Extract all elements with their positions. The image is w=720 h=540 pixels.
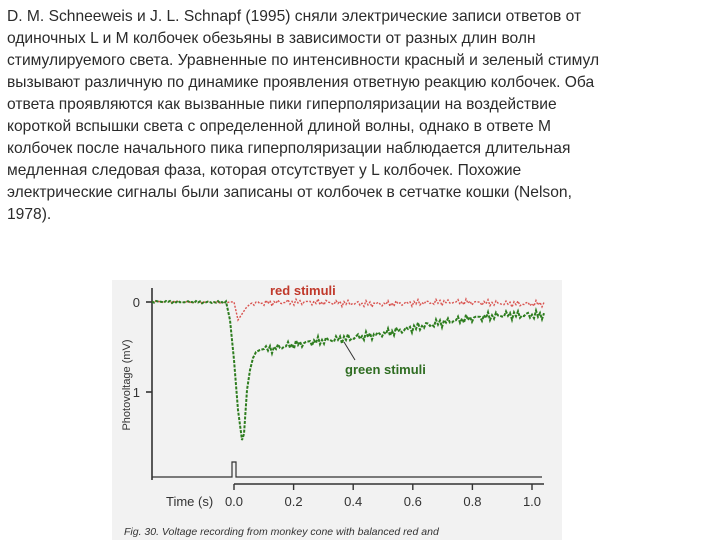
paragraph-line: колбочек после начального пика гиперполяризации наблюдается длительная bbox=[7, 140, 571, 157]
paragraph-line: короткой вспышки света с определенной длиной волны, однако в ответе М bbox=[7, 118, 551, 135]
x-tick-label: 1.0 bbox=[522, 494, 542, 509]
x-axis-title: Time (s) bbox=[166, 494, 214, 509]
paragraph-line: D. M. Schneeweis и J. L. Schnapf (1995) сняли электрические записи ответов от bbox=[7, 8, 582, 25]
paragraph-line: медленная следовая фаза, которая отсутствует у L колбочек. Похожие bbox=[7, 162, 522, 179]
paragraph-line: вызывают различную по динамике проявления ответную реакцию колбочек. Оба bbox=[7, 74, 595, 91]
description-paragraph bbox=[7, 6, 713, 226]
x-tick-label: 0.2 bbox=[284, 494, 303, 509]
figure-caption: Fig. 30. Voltage recording from monkey cone with balanced red and bbox=[124, 526, 439, 538]
paragraph-line: стимулируемого света. Уравненные по интенсивности красный и зеленый стимул bbox=[7, 52, 600, 69]
voltage-recording-image bbox=[112, 280, 562, 540]
x-tick-label: 0.4 bbox=[344, 494, 363, 509]
red-stimuli-label: red stimuli bbox=[270, 283, 336, 298]
paragraph-line: 1978). bbox=[7, 206, 52, 223]
y-axis-label: Photovoltage (mV) bbox=[121, 339, 133, 431]
voltage-recording-figure bbox=[112, 280, 562, 540]
paragraph-line: одиночных L и M колбочек обезьяны в зависимости от разных длин волн bbox=[7, 30, 536, 47]
paragraph-line: ответа проявляются как вызванные пики гиперполяризации на воздействие bbox=[7, 96, 557, 113]
green-stimuli-label: green stimuli bbox=[345, 362, 426, 377]
y-tick-label: 1 bbox=[132, 385, 140, 400]
x-tick-label: 0.0 bbox=[224, 494, 244, 509]
paragraph-line: электрические сигналы были записаны от колбочек в сетчатке кошки (Nelson, bbox=[7, 184, 572, 201]
x-tick-label: 0.8 bbox=[463, 494, 482, 509]
y-tick-label: 0 bbox=[132, 295, 140, 310]
x-tick-label: 0.6 bbox=[403, 494, 422, 509]
